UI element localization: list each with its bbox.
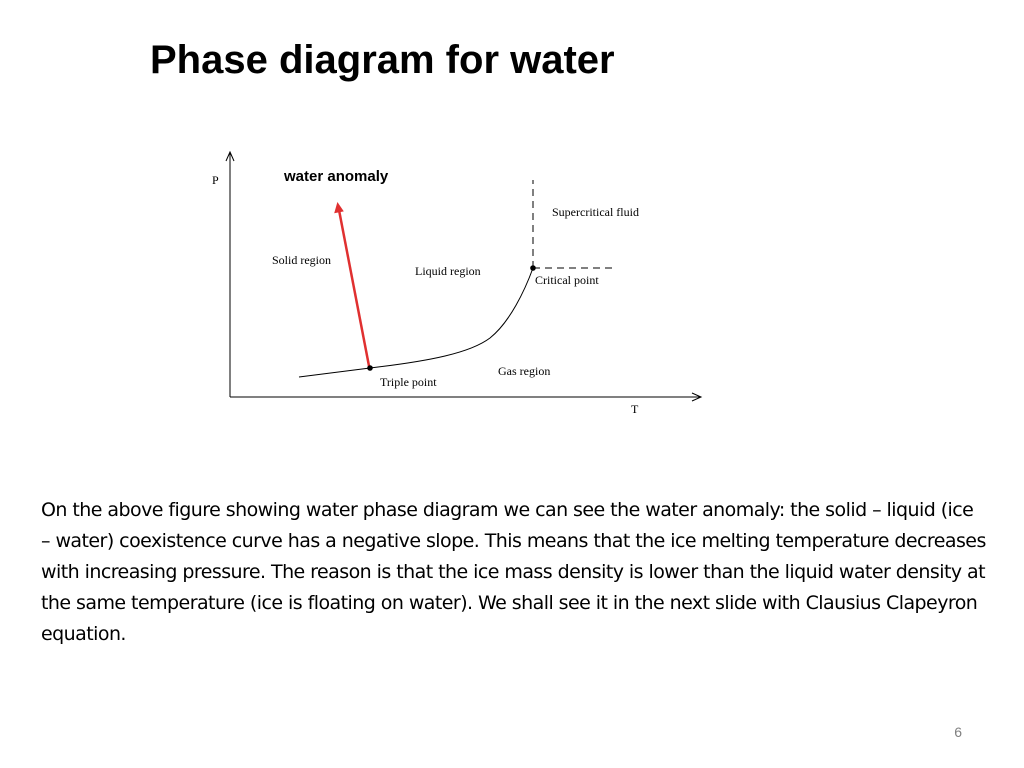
y-axis-label: P — [212, 173, 219, 187]
triple-point-marker — [367, 365, 373, 371]
supercritical-fluid-label: Supercritical fluid — [552, 205, 639, 219]
water-anomaly-label: water anomaly — [284, 168, 389, 185]
gas-region-label: Gas region — [498, 364, 551, 378]
anomaly-arrowhead — [334, 202, 344, 213]
critical-point-label: Critical point — [535, 273, 599, 287]
page-number: 6 — [954, 724, 962, 740]
coexistence-curve — [299, 268, 533, 377]
triple-point-label: Triple point — [380, 375, 437, 389]
slide-body-text: On the above figure showing water phase diagram we can see the water anomaly: the solid – liquid (ice – water) coexistence curve has a negative slope. This means that the ice melting temperature decreases with increasing pressure. The reason is that the ice mass density is lower than the liquid water density at the same temperature (ice is floating on water). We shall see it in the next slide with Clausius Clapeyron equation. — [41, 499, 986, 645]
liquid-region-label: Liquid region — [415, 264, 481, 278]
critical-point-marker — [530, 265, 536, 271]
solid-region-label: Solid region — [272, 253, 331, 267]
slide-title: Phase diagram for water — [150, 38, 615, 82]
x-axis-label: T — [631, 402, 639, 416]
solid-liquid-anomaly-line — [339, 210, 369, 366]
